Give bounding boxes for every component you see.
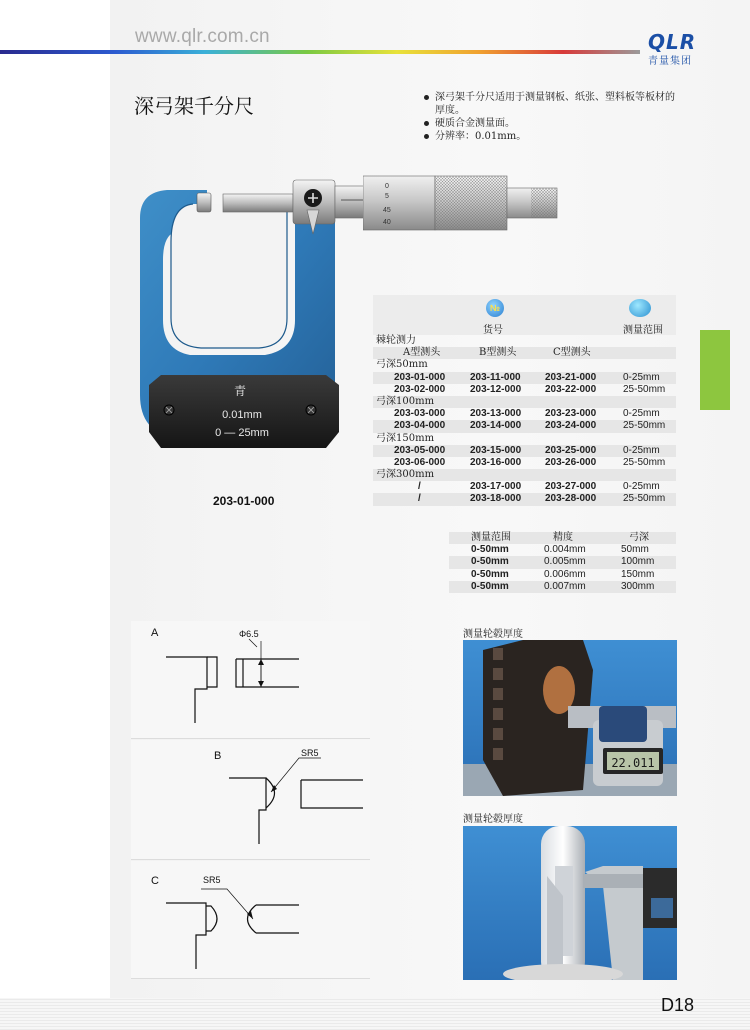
thimble-scale-mark: 5	[385, 193, 389, 200]
ruler-icon	[629, 299, 651, 317]
spec-range: 0-50mm	[471, 568, 509, 580]
cell-a: /	[418, 481, 421, 493]
col-c-header: C型测头	[553, 347, 591, 359]
diagram-b-dimension: SR5	[301, 748, 319, 758]
model-table	[373, 295, 676, 506]
spec-depth: 50mm	[621, 544, 649, 556]
gear-measurement-photo	[463, 640, 677, 796]
photo-caption: 测量轮毂厚度	[463, 814, 523, 825]
cell-range: 0-25mm	[623, 481, 660, 493]
table-row	[373, 384, 676, 396]
cell-a: 203-01-000	[394, 371, 446, 383]
diagram-type-c	[131, 861, 370, 979]
logo-mark: QLR	[648, 30, 697, 54]
cell-b: 203-18-000	[470, 493, 522, 505]
diagram-a-dimension: Φ6.5	[239, 629, 259, 639]
table-subhead	[373, 335, 676, 347]
cell-b: 203-13-000	[470, 408, 522, 420]
page-title: 深弓架千分尺	[134, 94, 254, 118]
brand-logo	[648, 30, 714, 67]
col-a-header: A型测头	[403, 347, 441, 359]
feature-item: 分辨率：0.01mm。	[424, 130, 684, 143]
spec-accuracy: 0.004mm	[544, 544, 586, 556]
dial-resolution: 0.01mm	[222, 409, 262, 421]
spec-header-range: 测量范围	[471, 532, 511, 543]
diagram-a-drawing	[131, 621, 370, 739]
micrometer-thimble-image	[363, 174, 563, 234]
diagram-c-label: C	[151, 875, 159, 887]
cell-range: 25-50mm	[623, 456, 666, 468]
micrometer-product-image	[135, 170, 375, 470]
spec-depth: 300mm	[621, 580, 655, 592]
table-row	[373, 372, 676, 384]
diagram-b-drawing	[131, 740, 370, 860]
footer-band	[0, 998, 750, 1030]
spec-range: 0-50mm	[471, 580, 509, 592]
table-row	[449, 544, 676, 556]
cell-c: 203-28-000	[545, 493, 597, 505]
photo-caption: 测量轮毂厚度	[463, 629, 523, 640]
wheel-measurement-photo	[463, 826, 677, 980]
thimble-scale-mark: 40	[383, 219, 391, 226]
spec-header-row	[449, 532, 676, 544]
spec-depth: 100mm	[621, 556, 655, 568]
spec-range: 0-50mm	[471, 544, 509, 556]
cell-a: /	[418, 493, 421, 505]
cell-b: 203-16-000	[470, 456, 522, 468]
group-label: 弓深150mm	[376, 432, 435, 444]
website-url[interactable]: www.qlr.com.cn	[135, 26, 270, 47]
dial-range: 0 — 25mm	[215, 427, 269, 439]
diagram-c-dimension: SR5	[203, 875, 221, 885]
section-tab[interactable]	[700, 330, 730, 410]
table-row	[373, 493, 676, 505]
cell-a: 203-06-000	[394, 456, 446, 468]
group-label: 弓深300mm	[373, 469, 676, 481]
header-measuring-range: 测量范围	[623, 325, 663, 336]
model-table-header	[373, 295, 676, 335]
cell-range: 25-50mm	[623, 493, 666, 505]
cell-c: 203-21-000	[545, 371, 597, 383]
table-row	[373, 408, 676, 420]
header-order-number: 货号	[483, 325, 503, 336]
cell-a: 203-05-000	[394, 444, 446, 456]
table-row	[373, 457, 676, 469]
feature-item: 深弓架千分尺适用于测量钢板、纸张、塑料板等板材的厚度。	[424, 91, 684, 117]
diagram-b-label: B	[214, 750, 222, 762]
spec-header-depth: 弓深	[629, 532, 649, 543]
cell-c: 203-24-000	[545, 420, 597, 432]
spec-accuracy: 0.007mm	[544, 580, 586, 592]
spec-header-accuracy: 精度	[553, 532, 573, 543]
table-row	[449, 569, 676, 581]
spec-range: 0-50mm	[471, 556, 509, 568]
cell-c: 203-23-000	[545, 408, 597, 420]
product-model-label: 203-01-000	[213, 494, 275, 508]
spec-table	[449, 532, 676, 593]
thimble-scale-mark: 45	[383, 207, 391, 214]
cell-range: 0-25mm	[623, 444, 660, 456]
spec-depth: 150mm	[621, 568, 655, 580]
page-number: D18	[661, 995, 695, 1015]
cell-range: 0-25mm	[623, 371, 660, 383]
feature-list	[424, 91, 684, 143]
dial-logo: 青	[233, 384, 247, 398]
logo-subtitle: 青量集团	[648, 56, 692, 67]
group-label: 弓深100mm	[373, 396, 676, 408]
spec-accuracy: 0.005mm	[544, 556, 586, 568]
diagram-a-label: A	[151, 627, 159, 639]
header-rainbow-bar	[0, 50, 640, 54]
table-row	[449, 581, 676, 593]
diagram-type-b	[131, 740, 370, 860]
cell-c: 203-27-000	[545, 481, 597, 493]
cell-b: 203-15-000	[470, 444, 522, 456]
order-number-icon: №	[486, 299, 504, 317]
subhead-label: 棘轮测力	[376, 335, 416, 346]
feature-item: 硬质合金测量面。	[424, 117, 684, 130]
table-row	[373, 420, 676, 432]
group-label: 弓深50mm	[376, 359, 428, 371]
col-b-header: B型测头	[479, 347, 517, 359]
cell-b: 203-17-000	[470, 481, 522, 493]
cell-b: 203-11-000	[470, 371, 521, 383]
cell-range: 25-50mm	[623, 420, 666, 432]
table-row	[449, 556, 676, 568]
cell-c: 203-26-000	[545, 456, 597, 468]
thimble-scale-mark: 0	[385, 183, 389, 190]
table-row	[373, 481, 676, 493]
table-row	[373, 445, 676, 457]
diagram-c-drawing	[131, 861, 370, 979]
cell-a: 203-04-000	[394, 420, 446, 432]
cell-b: 203-14-000	[470, 420, 522, 432]
spec-accuracy: 0.006mm	[544, 568, 586, 580]
column-header-row	[373, 347, 676, 359]
cell-c: 203-25-000	[545, 444, 597, 456]
cell-range: 0-25mm	[623, 408, 660, 420]
diagram-type-a	[131, 621, 370, 739]
cell-range: 25-50mm	[623, 383, 666, 395]
lcd-reading: 22.011	[611, 756, 655, 770]
cell-c: 203-22-000	[545, 383, 597, 395]
cell-a: 203-03-000	[394, 408, 446, 420]
cell-a: 203-02-000	[394, 383, 446, 395]
cell-b: 203-12-000	[470, 383, 522, 395]
